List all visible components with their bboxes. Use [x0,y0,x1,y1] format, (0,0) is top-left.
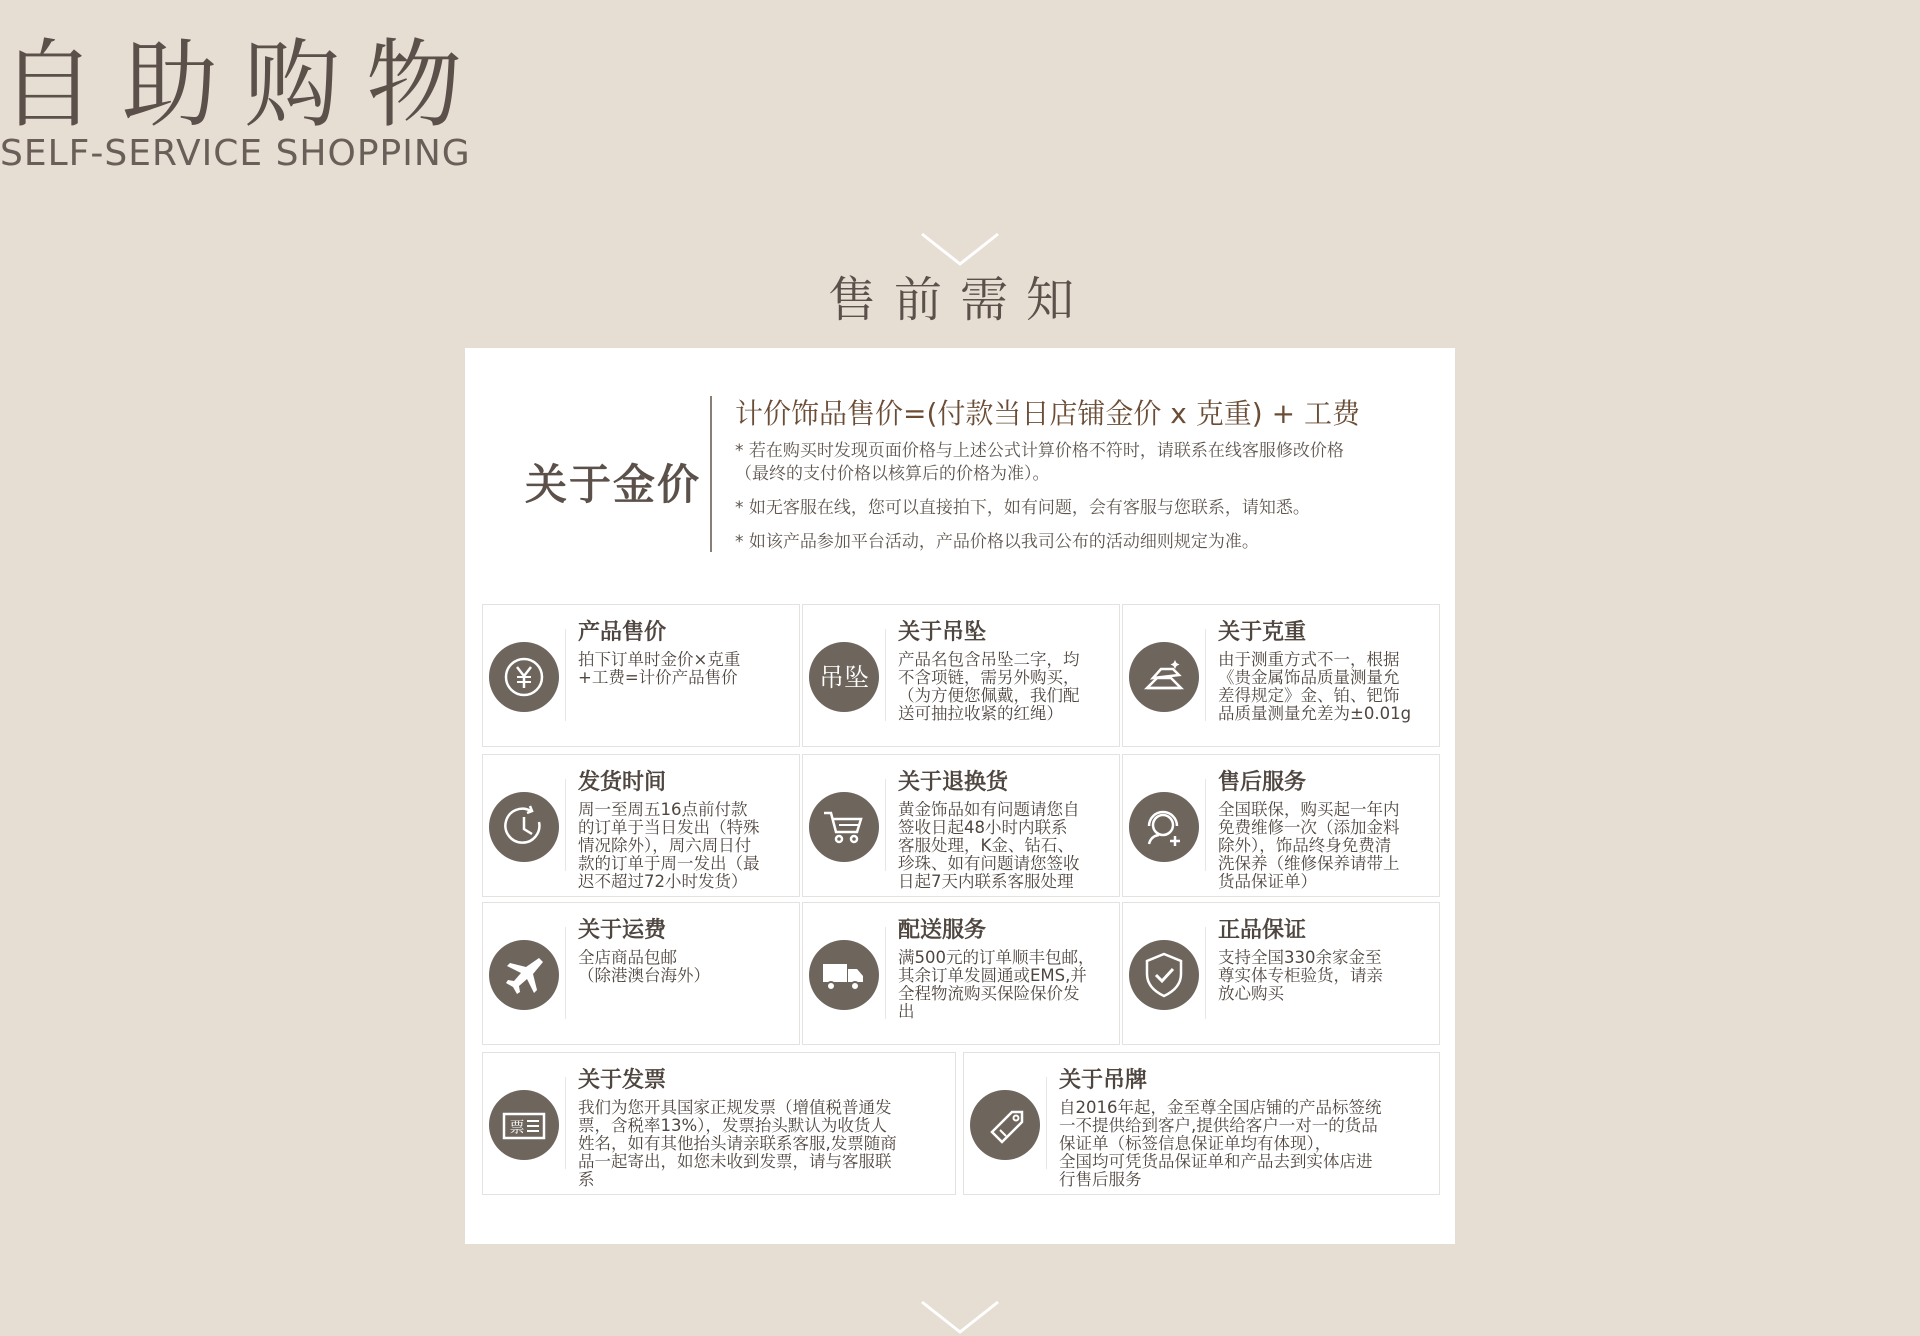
pendant-text-icon [809,642,879,712]
tile-description-line: 情况除外），周六周日付 [578,836,752,855]
tile-description [898,949,1115,1021]
tile-title: 关于吊牌 [1059,1068,1148,1093]
tile-description-line: 满500元的订单顺丰包邮， [898,948,1095,967]
gold-note-3: * 如该产品参加平台活动，产品价格以我司公布的活动细则规定为准。 [735,532,1259,552]
page-subtitle: SELF-SERVICE SHOPPING [0,133,471,174]
gold-note-1-line-2: （最终的支付价格以核算后的价格为准）。 [735,464,1050,484]
tile-divider [885,629,886,721]
tile-divider [1205,629,1206,721]
airplane-icon [489,940,559,1010]
tile-description-line: 保证单（标签信息保证单均有体现）， [1059,1134,1332,1153]
svg-text:票: 票 [509,1118,525,1136]
tile-divider [565,629,566,721]
tile-divider [1205,779,1206,871]
tile-description [898,801,1115,891]
tile-description-line: 免费维修一次（添加金料 [1218,818,1400,837]
tile-description-line: +工费=计价产品售价 [578,668,738,687]
gold-note-1 [735,440,1344,486]
tile-description-line: 品一起寄出，如您未收到发票，请与客服联 [578,1152,892,1171]
tile-title: 产品售价 [578,620,667,645]
tile-description-line: 全店商品包邮 [578,948,677,967]
tile-description-line: 《贵金属饰品质量测量允 [1218,668,1400,687]
tile-description-line: 迟不超过72小时发货） [578,872,748,891]
svg-text:吊坠: 吊坠 [818,663,870,692]
info-tile [482,604,800,747]
tile-description-line: 我们为您开具国家正规发票（增值税普通发 [578,1098,892,1117]
chevron-down-icon [920,232,1000,268]
tile-title: 配送服务 [898,918,987,943]
tile-description-line: 尊实体专柜验货，请亲 [1218,966,1383,985]
tile-description-line: 周一至周五16点前付款 [578,800,748,819]
tile-description-line: 日起7天内联系客服处理 [898,872,1074,891]
tile-description-line: 洗保养（维修保养请带上 [1218,854,1400,873]
tile-description [1218,801,1435,891]
info-tile [1122,754,1440,897]
truck-icon [809,940,879,1010]
tile-title: 关于吊坠 [898,620,987,645]
tile-description-line: 送可抽拉收紧的红绳） [898,704,1063,723]
tile-description-line: 货品保证单） [1218,872,1317,891]
tile-description-line: 自2016年起，金至尊全国店铺的产品标签统 [1059,1098,1382,1117]
headset-icon [1129,792,1199,862]
tile-description-line: 签收日起48小时内联系 [898,818,1068,837]
tile-description [578,1099,951,1189]
tile-description-line: 行售后服务 [1059,1170,1142,1189]
tile-description-line: 一不提供给到客户,提供给客户一对一的货品 [1059,1116,1378,1135]
tile-description-line: 除外），饰品终身免费清 [1218,836,1392,855]
tile-description-line: （为方便您佩戴，我们配 [898,686,1080,705]
tile-description-line: 支持全国330余家金至 [1218,948,1382,967]
cart-icon [809,792,879,862]
gold-note-2: * 如无客服在线，您可以直接拍下，如有问题，会有客服与您联系，请知悉。 [735,498,1310,518]
tile-title: 正品保证 [1218,918,1307,943]
tile-description-line: 姓名，如有其他抬头请亲联系客服,发票随商 [578,1134,897,1153]
tile-description-line: 全国联保，购买起一年内 [1218,800,1400,819]
tile-description-line: 差得规定》金、铂、钯饰 [1218,686,1400,705]
tile-description-line: 拍下订单时金价×克重 [578,650,741,669]
tile-description-line: 全国均可凭货品保证单和产品去到实体店进 [1059,1152,1373,1171]
tile-description-line: 珍珠、如有问题请您签收 [898,854,1080,873]
gold-bar-icon [1129,642,1199,712]
tile-description-line: 票，含税率13%），发票抬头默认为收货人 [578,1116,887,1135]
tile-divider [565,1077,566,1169]
tile-description-line: 放心购买 [1218,984,1284,1003]
tile-description [898,651,1115,723]
info-tile [802,754,1120,897]
tile-title: 售后服务 [1218,770,1307,795]
tile-description [1218,651,1435,723]
tile-divider [885,927,886,1019]
yuan-icon [489,642,559,712]
tile-description [578,651,795,687]
info-tile [482,754,800,897]
tile-description [1218,949,1435,1003]
tile-description-line: 出 [898,1002,915,1021]
info-tile [1122,604,1440,747]
shield-check-icon [1129,940,1199,1010]
tile-divider [565,927,566,1019]
chevron-down-icon [920,1300,1000,1336]
tile-description-line: 系 [578,1170,595,1189]
tile-description [578,949,795,985]
tile-description-line: 黄金饰品如有问题请您自 [898,800,1080,819]
info-card [465,348,1455,1244]
tile-description-line: 全程物流购买保险保价发 [898,984,1080,1003]
section-title: 售前需知 [827,272,1092,328]
tile-description-line: 的订单于当日发出（特殊 [578,818,760,837]
gold-note-1-line-1: * 若在购买时发现页面价格与上述公式计算价格不符时，请联系在线客服修改价格 [735,441,1344,461]
tile-description-line: 品质量测量允差为±0.01g [1218,704,1412,723]
tile-divider [885,779,886,871]
tile-description-line: 由于测重方式不一，根据 [1218,650,1400,669]
tile-divider [565,779,566,871]
tile-description-line: （除港澳台海外） [578,966,710,985]
tile-description [1059,1099,1435,1189]
divider [710,396,712,552]
price-formula: 计价饰品售价=(付款当日店铺金价 x 克重) + 工费 [735,397,1360,430]
info-tile [1122,902,1440,1045]
tile-description-line: 客服处理，K金、钻石、 [898,836,1074,855]
info-tile [482,902,800,1045]
tile-divider [1046,1077,1047,1169]
tile-title: 关于发票 [578,1068,667,1093]
tile-description-line: 款的订单于周一发出（最 [578,854,760,873]
page-title: 自助购物 [0,29,488,141]
invoice-icon [489,1090,559,1160]
clock-icon [489,792,559,862]
info-tile [482,1052,956,1195]
tile-description-line: 其余订单发圆通或EMS,并 [898,966,1087,985]
tile-title: 关于运费 [578,918,667,943]
tile-description [578,801,795,891]
tag-icon [970,1090,1040,1160]
gold-price-label: 关于金价 [524,460,701,509]
info-tile [802,604,1120,747]
tile-divider [1205,927,1206,1019]
tile-description-line: 不含项链，需另外购买， [898,668,1080,687]
info-tile [802,902,1120,1045]
tile-description-line: 产品名包含吊坠二字，均 [898,650,1080,669]
tile-title: 发货时间 [578,770,667,795]
info-tile [963,1052,1440,1195]
tile-title: 关于退换货 [898,770,1009,795]
tile-title: 关于克重 [1218,620,1307,645]
